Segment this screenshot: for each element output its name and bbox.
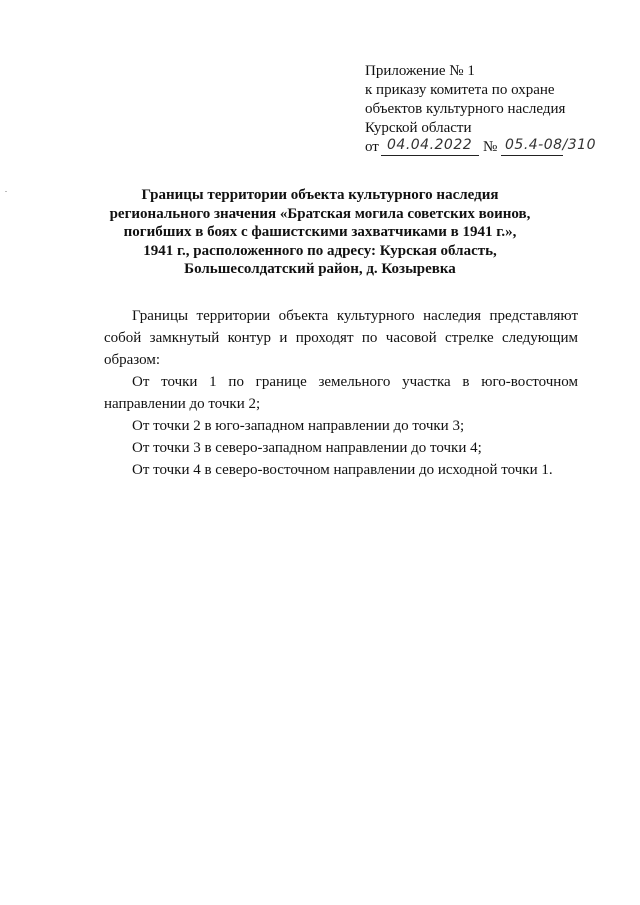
boundary-description [104, 305, 578, 481]
appendix-title: Приложение № 1 [365, 63, 475, 79]
boundary-segment-3-4: От точки 3 в северо-западном направлении до точки 4; [132, 440, 482, 456]
boundary-segment-2-3: От точки 2 в юго-западном направлении до точки 3; [132, 418, 465, 434]
appendix-committee-line: объектов культурного наследия [365, 101, 566, 117]
number-label: № [483, 139, 498, 155]
title-line: Границы территории объекта культурного наследия [141, 187, 499, 203]
intro-paragraph: Границы территории объекта культурного наследия представляют собой замкнутый контур и проходят по часовой стрелке следующим образом: [104, 308, 578, 368]
order-date-number-line [365, 138, 615, 160]
document-title [100, 186, 540, 279]
title-line: 1941 г., расположенного по адресу: Курская область, [143, 242, 497, 259]
boundary-segment-1-2: От точки 1 по границе земельного участка в юго-восточном направлении до точки 2; [104, 374, 578, 412]
appendix-order-line: к приказу комитета по охране [365, 82, 555, 98]
boundary-segment-4-1: От точки 4 в северо-восточном направлении до исходной точки 1. [132, 462, 553, 478]
appendix-header [365, 62, 615, 160]
handwritten-number: 05.4-08/310 [505, 137, 596, 153]
handwritten-date: 04.04.2022 [387, 137, 473, 153]
appendix-region-line: Курской области [365, 120, 472, 136]
title-line: погибших в боях с фашистскими захватчиками в 1941 г.», [123, 224, 517, 240]
scan-speck [5, 191, 7, 192]
title-line: регионального значения «Братская могила советских воинов, [109, 205, 531, 222]
title-line: Большесолдатский район, д. Козыревка [184, 261, 456, 277]
from-label: от [365, 139, 379, 155]
